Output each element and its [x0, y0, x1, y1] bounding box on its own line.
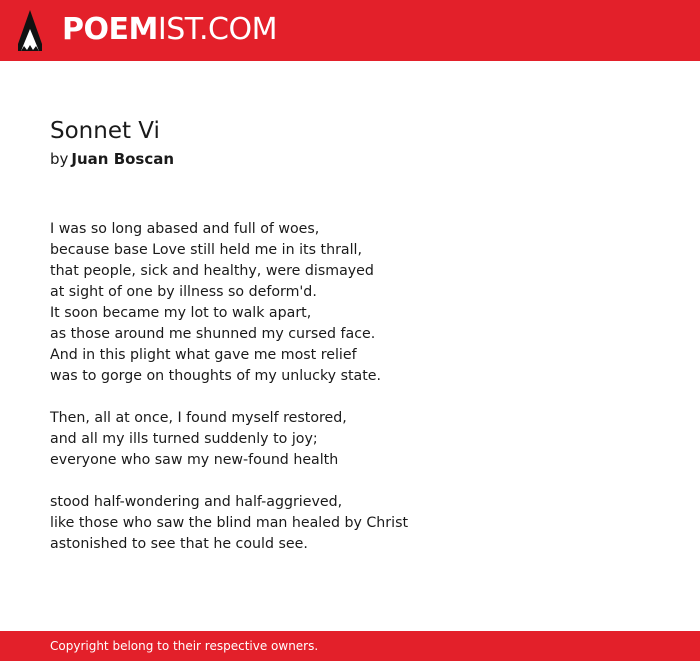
copyright-text: Copyright belong to their respective owners.	[50, 639, 319, 653]
by-label: by	[50, 150, 69, 168]
poem-line: that people, sick and healthy, were dismayed	[50, 263, 374, 279]
poem-line: stood half-wondering and half-aggrieved,	[50, 494, 343, 510]
poem-line: at sight of one by illness so deform'd.	[50, 284, 317, 300]
stanza	[50, 492, 670, 555]
poem-line: It soon became my lot to walk apart,	[50, 305, 312, 321]
author-name: Juan Boscan	[71, 150, 175, 168]
poem-line: like those who saw the blind man healed by Christ	[50, 515, 409, 531]
poem-line: Then, all at once, I found myself restored,	[50, 410, 347, 426]
poem-line: as those around me shunned my cursed face.	[50, 326, 376, 342]
site-header	[0, 0, 700, 61]
poem-line: everyone who saw my new-found health	[50, 452, 339, 468]
poem-line: and all my ills turned suddenly to joy;	[50, 431, 318, 447]
logo-light-text: IST.COM	[157, 12, 277, 47]
poem-line: was to gorge on thoughts of my unlucky state.	[50, 368, 382, 384]
poem-line: because base Love still held me in its thrall,	[50, 242, 363, 258]
logo-bold-text: POEM	[62, 12, 158, 47]
poem-body	[50, 219, 670, 555]
poem-line: astonished to see that he could see.	[50, 536, 308, 552]
site-logo[interactable]	[62, 12, 277, 48]
site-footer	[0, 631, 700, 661]
stanza	[50, 408, 670, 471]
poem-title: Sonnet Vi	[50, 118, 160, 144]
poem-line: I was so long abased and full of woes,	[50, 221, 320, 237]
byline	[50, 149, 174, 169]
stanza	[50, 219, 670, 387]
poem-line: And in this plight what gave me most relief	[50, 347, 357, 363]
pencil-icon[interactable]	[18, 10, 42, 51]
